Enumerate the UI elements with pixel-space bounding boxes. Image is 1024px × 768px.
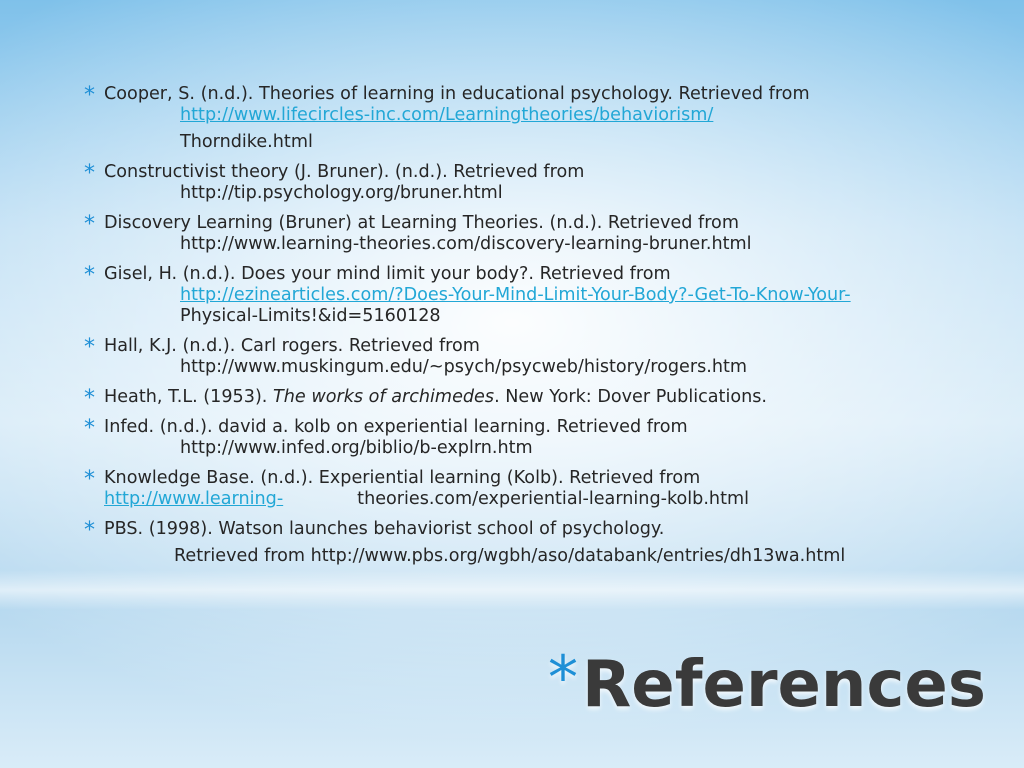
reference-url-text: http://www.muskingum.edu/~psych/psycweb/history/rogers.htm [180, 357, 748, 377]
reference-text-continued: Thorndike.html [180, 132, 313, 152]
light-band [0, 570, 1024, 610]
reference-text: Hall, K.J. (n.d.). Carl rogers. Retrieved from [104, 336, 480, 356]
reference-item-gisel [84, 264, 984, 327]
bullet-star-icon: * [84, 212, 95, 237]
bullet-star-icon: * [84, 335, 95, 360]
reference-item-infed [84, 417, 984, 459]
reference-text: Constructivist theory (J. Bruner). (n.d.). Retrieved from [104, 162, 585, 182]
bullet-star-icon: * [84, 386, 95, 411]
reference-item-hall [84, 336, 984, 378]
reference-url-text: http://www.infed.org/biblio/b-explrn.htm [180, 438, 533, 458]
reference-text [104, 387, 984, 408]
bullet-star-icon: * [84, 416, 95, 441]
reference-url-text: http://www.learning-theories.com/discovery-learning-bruner.html [180, 234, 752, 254]
reference-text: PBS. (1998). Watson launches behaviorist school of psychology. [104, 519, 665, 539]
title-star-icon: * [548, 643, 578, 713]
reference-text: Infed. (n.d.). david a. kolb on experiential learning. Retrieved from [104, 417, 688, 437]
bullet-star-icon: * [84, 518, 95, 543]
bullet-star-icon: * [84, 161, 95, 186]
reference-item-bruner [84, 162, 984, 204]
bullet-star-icon: * [84, 263, 95, 288]
reference-item-heath [84, 386, 984, 411]
reference-text: Gisel, H. (n.d.). Does your mind limit your body?. Retrieved from [104, 264, 671, 284]
reference-url-text: theories.com/experiential-learning-kolb.html [357, 489, 750, 509]
reference-publisher: . New York: Dover Publications. [494, 387, 768, 407]
reference-list [84, 84, 984, 576]
bullet-star-icon: * [84, 467, 95, 492]
reference-text-continued: Physical-Limits!&id=5160128 [180, 306, 441, 326]
reference-item-knowledge-base [84, 468, 984, 510]
reference-link[interactable]: http://www.lifecircles-inc.com/Learningtheories/behaviorism/ [180, 105, 714, 125]
reference-link[interactable]: http://www.learning- [104, 489, 284, 509]
reference-item-discovery-learning [84, 213, 984, 255]
slide-title-text: References [582, 648, 986, 722]
reference-author: Heath, T.L. (1953). [104, 387, 273, 407]
reference-book-title: The works of archimedes [273, 387, 495, 407]
slide-title [548, 640, 986, 740]
reference-text: Discovery Learning (Bruner) at Learning Theories. (n.d.). Retrieved from [104, 213, 739, 233]
reference-url-text: http://tip.psychology.org/bruner.html [180, 183, 503, 203]
reference-link[interactable]: http://ezinearticles.com/?Does-Your-Mind-Limit-Your-Body?-Get-To-Know-Your- [180, 285, 851, 305]
reference-text-continued: Retrieved from http://www.pbs.org/wgbh/aso/databank/entries/dh13wa.html [174, 546, 846, 566]
reference-text: Cooper, S. (n.d.). Theories of learning in educational psychology. Retrieved from [104, 84, 810, 104]
bullet-star-icon: * [84, 83, 95, 108]
reference-item-cooper [84, 84, 984, 153]
reference-text: Knowledge Base. (n.d.). Experiential learning (Kolb). Retrieved from [104, 468, 701, 488]
reference-item-pbs [84, 519, 984, 567]
